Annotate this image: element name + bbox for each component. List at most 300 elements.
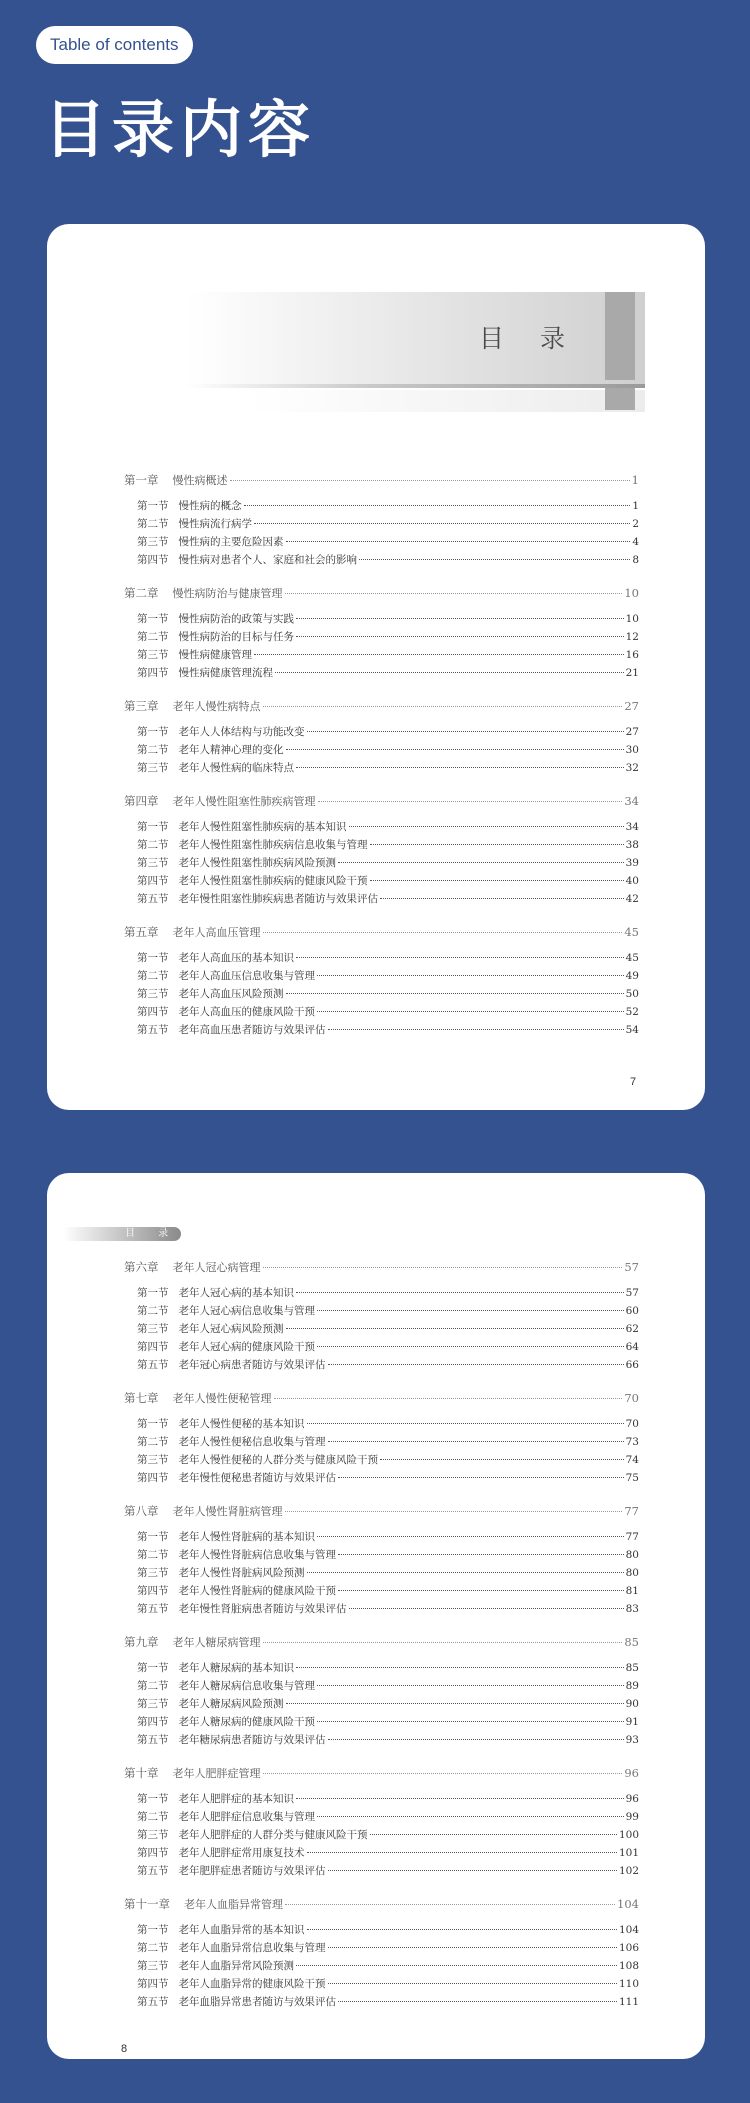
- section-page: 93: [625, 1734, 639, 1746]
- dot-leader: [244, 505, 631, 506]
- section-number: 第四节: [137, 1472, 169, 1484]
- dot-leader: [296, 636, 624, 637]
- dot-leader: [254, 523, 630, 524]
- chapter-page: 57: [624, 1260, 639, 1274]
- dot-leader: [263, 1267, 623, 1268]
- section-title: 老年糖尿病患者随访与效果评估: [178, 1734, 326, 1746]
- section-number: 第三节: [137, 536, 169, 548]
- chapter-entry[interactable]: [124, 696, 639, 717]
- section-number: 第三节: [137, 762, 169, 774]
- section-number: 第四节: [137, 1978, 169, 1990]
- section-entry[interactable]: [124, 1564, 639, 1582]
- section-page: 101: [618, 1847, 639, 1859]
- chapter-title: 老年人糖尿病管理: [172, 1636, 261, 1649]
- dot-leader: [328, 1364, 624, 1365]
- chapter-number: 第十一章: [124, 1897, 170, 1911]
- section-page: 34: [625, 821, 639, 833]
- section-title: 老年人血脂异常的健康风险干预: [178, 1978, 326, 1990]
- dot-leader: [317, 1536, 624, 1537]
- section-title: 慢性病健康管理: [178, 649, 252, 661]
- chapter-page: 70: [624, 1391, 639, 1405]
- section-page: 38: [625, 839, 639, 851]
- chapter-group: [124, 470, 639, 569]
- chapter-title: 老年人慢性便秘管理: [172, 1392, 272, 1405]
- dot-leader: [317, 1816, 624, 1817]
- section-number: 第一节: [137, 1662, 169, 1674]
- section-page: 40: [625, 875, 639, 887]
- section-page: 99: [625, 1811, 639, 1823]
- section-title: 老年人慢性肾脏病信息收集与管理: [178, 1549, 336, 1561]
- section-entry[interactable]: [124, 515, 639, 533]
- section-entry[interactable]: [124, 1415, 639, 1433]
- section-page: 83: [625, 1603, 639, 1615]
- section-page: 85: [625, 1662, 639, 1674]
- dot-leader: [317, 1011, 624, 1012]
- chapter-group: [124, 791, 639, 908]
- chapter-title: 老年人慢性病特点: [172, 700, 261, 713]
- dot-leader: [263, 706, 623, 707]
- page-number: 8: [121, 2043, 128, 2055]
- section-page: 39: [625, 857, 639, 869]
- toc-page-2: [47, 1173, 705, 2059]
- section-number: 第二节: [137, 1680, 169, 1692]
- section-number: 第三节: [137, 988, 169, 1000]
- section-page: 54: [625, 1024, 639, 1036]
- section-number: 第五节: [137, 1865, 169, 1877]
- section-entry[interactable]: [124, 1826, 639, 1844]
- chapter-group: [124, 1501, 639, 1618]
- section-title: 老年人高血压的基本知识: [178, 952, 294, 964]
- dot-leader: [328, 1029, 624, 1030]
- dot-leader: [286, 749, 624, 750]
- section-title: 老年人糖尿病的基本知识: [178, 1662, 294, 1674]
- section-number: 第二节: [137, 1436, 169, 1448]
- dot-leader: [380, 898, 624, 899]
- page-title: 目录内容: [44, 93, 317, 166]
- section-number: 第二节: [137, 839, 169, 851]
- section-title: 慢性病的概念: [178, 500, 242, 512]
- chapter-entry[interactable]: [124, 1388, 639, 1409]
- dot-leader: [263, 932, 623, 933]
- chapter-title: 慢性病防治与健康管理: [172, 587, 283, 600]
- dot-leader: [296, 1292, 624, 1293]
- dot-leader: [307, 731, 624, 732]
- section-number: 第四节: [137, 1006, 169, 1018]
- section-entry[interactable]: [124, 1338, 639, 1356]
- dot-leader: [296, 1667, 624, 1668]
- section-number: 第一节: [137, 1287, 169, 1299]
- section-entry[interactable]: [124, 551, 639, 569]
- dot-leader: [318, 801, 623, 802]
- section-entry[interactable]: [124, 1862, 639, 1880]
- section-page: 89: [625, 1680, 639, 1692]
- chapter-entry[interactable]: [124, 470, 639, 491]
- dot-leader: [307, 1423, 624, 1424]
- chapter-entry[interactable]: [124, 791, 639, 812]
- chapter-group: [124, 1388, 639, 1487]
- section-entry[interactable]: [124, 836, 639, 854]
- section-title: 慢性病对患者个人、家庭和社会的影响: [178, 554, 357, 566]
- section-entry[interactable]: [124, 533, 639, 551]
- section-entry[interactable]: [124, 759, 639, 777]
- section-number: 第一节: [137, 726, 169, 738]
- section-number: 第五节: [137, 1603, 169, 1615]
- section-number: 第四节: [137, 667, 169, 679]
- chapter-group: [124, 922, 639, 1039]
- section-page: 74: [625, 1454, 639, 1466]
- section-entry[interactable]: [124, 1528, 639, 1546]
- dot-leader: [317, 975, 624, 976]
- section-entry[interactable]: [124, 497, 639, 515]
- section-title: 老年人精神心理的变化: [178, 744, 284, 756]
- section-number: 第一节: [137, 1924, 169, 1936]
- section-title: 老年人慢性阻塞性肺疾病的基本知识: [178, 821, 347, 833]
- section-page: 75: [625, 1472, 639, 1484]
- section-title: 老年人肥胖症常用康复技术: [178, 1847, 305, 1859]
- chapter-entry[interactable]: [124, 1763, 639, 1784]
- dot-leader: [370, 844, 624, 845]
- section-page: 73: [625, 1436, 639, 1448]
- dot-leader: [307, 1572, 624, 1573]
- dot-leader: [328, 1947, 617, 1948]
- dot-leader: [328, 1983, 617, 1984]
- section-number: 第一节: [137, 821, 169, 833]
- chapter-entry[interactable]: [124, 1501, 639, 1522]
- chapter-page: 96: [624, 1766, 639, 1780]
- section-entry[interactable]: [124, 1731, 639, 1749]
- section-number: 第二节: [137, 744, 169, 756]
- section-number: 第二节: [137, 1549, 169, 1561]
- section-title: 老年人肥胖症的人群分类与健康风险干预: [178, 1829, 368, 1841]
- section-page: 100: [618, 1829, 639, 1841]
- section-number: 第四节: [137, 1716, 169, 1728]
- toc-list: [124, 470, 639, 1039]
- section-page: 12: [625, 631, 639, 643]
- section-number: 第二节: [137, 1811, 169, 1823]
- chapter-page: 85: [624, 1635, 639, 1649]
- section-entry[interactable]: [124, 610, 639, 628]
- chapter-title: 老年人高血压管理: [172, 926, 261, 939]
- tag-label: Table of contents: [50, 35, 179, 54]
- section-page: 50: [625, 988, 639, 1000]
- section-title: 老年人慢性病的临床特点: [178, 762, 294, 774]
- section-title: 老年人慢性阻塞性肺疾病的健康风险干预: [178, 875, 368, 887]
- section-page: 21: [625, 667, 639, 679]
- dot-leader: [296, 767, 624, 768]
- chapter-entry[interactable]: [124, 583, 639, 604]
- dot-leader: [328, 1739, 624, 1740]
- section-entry[interactable]: [124, 1356, 639, 1374]
- section-title: 老年人慢性便秘信息收集与管理: [178, 1436, 326, 1448]
- chapter-group: [124, 696, 639, 777]
- section-entry[interactable]: [124, 1939, 639, 1957]
- section-page: 2: [632, 518, 639, 530]
- section-title: 老年人慢性便秘的人群分类与健康风险干预: [178, 1454, 378, 1466]
- chapter-group: [124, 1894, 639, 2011]
- chapter-number: 第九章: [124, 1635, 159, 1649]
- chapter-page: 34: [624, 794, 639, 808]
- chapter-page: 77: [624, 1504, 639, 1518]
- section-title: 慢性病防治的目标与任务: [178, 631, 294, 643]
- section-number: 第四节: [137, 554, 169, 566]
- section-title: 老年人血脂异常风险预测: [178, 1960, 294, 1972]
- section-title: 老年人血脂异常信息收集与管理: [178, 1942, 326, 1954]
- chapter-entry[interactable]: [124, 922, 639, 943]
- section-entry[interactable]: [124, 1790, 639, 1808]
- chapter-title: 老年人冠心病管理: [172, 1261, 261, 1274]
- section-entry[interactable]: [124, 985, 639, 1003]
- section-title: 老年人肥胖症信息收集与管理: [178, 1811, 315, 1823]
- section-page: 42: [625, 893, 639, 905]
- dot-leader: [349, 826, 624, 827]
- section-entry[interactable]: [124, 646, 639, 664]
- dot-leader: [296, 1798, 624, 1799]
- section-entry[interactable]: [124, 1600, 639, 1618]
- section-entry[interactable]: [124, 1677, 639, 1695]
- section-number: 第四节: [137, 1585, 169, 1597]
- dot-leader: [286, 1703, 624, 1704]
- section-title: 老年人肥胖症的基本知识: [178, 1793, 294, 1805]
- section-entry[interactable]: [124, 1993, 639, 2011]
- section-entry[interactable]: [124, 1844, 639, 1862]
- chapter-group: [124, 583, 639, 682]
- section-entry[interactable]: [124, 1921, 639, 1939]
- chapter-number: 第一章: [124, 473, 159, 487]
- dot-leader: [317, 1685, 624, 1686]
- chapter-page: 104: [617, 1897, 639, 1911]
- chapter-number: 第十章: [124, 1766, 159, 1780]
- toc-page-1: [47, 224, 705, 1110]
- section-title: 老年肥胖症患者随访与效果评估: [178, 1865, 326, 1877]
- section-entry[interactable]: [124, 1021, 639, 1039]
- chapter-page: 27: [624, 699, 639, 713]
- dot-leader: [254, 654, 624, 655]
- dot-leader: [349, 1608, 624, 1609]
- dot-leader: [317, 1310, 624, 1311]
- section-page: 66: [625, 1359, 639, 1371]
- chapter-title: 慢性病概述: [172, 474, 228, 487]
- chapter-number: 第四章: [124, 794, 159, 808]
- dot-leader: [338, 2001, 617, 2002]
- section-title: 慢性病流行病学: [178, 518, 252, 530]
- section-page: 64: [625, 1341, 639, 1353]
- dot-leader: [286, 541, 631, 542]
- page-number: 7: [630, 1076, 637, 1088]
- section-entry[interactable]: [124, 890, 639, 908]
- dot-leader: [286, 1328, 624, 1329]
- section-title: 老年慢性阻塞性肺疾病患者随访与效果评估: [178, 893, 378, 905]
- chapter-page: 45: [624, 925, 639, 939]
- section-page: 91: [625, 1716, 639, 1728]
- dot-leader: [338, 862, 624, 863]
- section-entry[interactable]: [124, 1713, 639, 1731]
- section-number: 第三节: [137, 1454, 169, 1466]
- dot-leader: [275, 672, 624, 673]
- section-page: 27: [625, 726, 639, 738]
- section-entry[interactable]: [124, 1451, 639, 1469]
- chapter-entry[interactable]: [124, 1632, 639, 1653]
- section-page: 49: [625, 970, 639, 982]
- chapter-number: 第七章: [124, 1391, 159, 1405]
- section-title: 老年人慢性肾脏病的基本知识: [178, 1531, 315, 1543]
- section-title: 老年人冠心病风险预测: [178, 1323, 284, 1335]
- section-number: 第四节: [137, 1847, 169, 1859]
- section-entry[interactable]: [124, 1582, 639, 1600]
- section-page: 57: [625, 1287, 639, 1299]
- section-entry[interactable]: [124, 967, 639, 985]
- section-title: 老年人慢性肾脏病风险预测: [178, 1567, 305, 1579]
- section-page: 96: [625, 1793, 639, 1805]
- section-number: 第五节: [137, 1734, 169, 1746]
- section-number: 第二节: [137, 970, 169, 982]
- chapter-entry[interactable]: [124, 1894, 639, 1915]
- section-number: 第三节: [137, 1960, 169, 1972]
- dot-leader: [307, 1929, 617, 1930]
- dot-leader: [359, 559, 630, 560]
- section-page: 102: [618, 1865, 639, 1877]
- section-title: 老年人慢性阻塞性肺疾病信息收集与管理: [178, 839, 368, 851]
- section-page: 108: [618, 1960, 639, 1972]
- section-entry[interactable]: [124, 854, 639, 872]
- section-page: 77: [625, 1531, 639, 1543]
- section-page: 104: [618, 1924, 639, 1936]
- chapter-number: 第三章: [124, 699, 159, 713]
- dot-leader: [296, 1965, 617, 1966]
- section-number: 第四节: [137, 875, 169, 887]
- running-header-label: 目 录: [125, 1228, 179, 1239]
- section-page: 60: [625, 1305, 639, 1317]
- section-entry[interactable]: [124, 664, 639, 682]
- dot-leader: [370, 1834, 617, 1835]
- section-title: 老年人高血压的健康风险干预: [178, 1006, 315, 1018]
- section-page: 4: [632, 536, 639, 548]
- section-entry[interactable]: [124, 1003, 639, 1021]
- section-number: 第二节: [137, 518, 169, 530]
- section-page: 62: [625, 1323, 639, 1335]
- section-page: 10: [625, 613, 639, 625]
- section-number: 第三节: [137, 649, 169, 661]
- chapter-number: 第六章: [124, 1260, 159, 1274]
- section-entry[interactable]: [124, 1975, 639, 1993]
- chapter-title: 老年人血脂异常管理: [184, 1898, 283, 1911]
- dot-leader: [285, 1904, 615, 1905]
- section-title: 老年冠心病患者随访与效果评估: [178, 1359, 326, 1371]
- section-number: 第一节: [137, 1418, 169, 1430]
- section-entry[interactable]: [124, 1320, 639, 1338]
- dot-leader: [296, 957, 624, 958]
- section-entry[interactable]: [124, 1957, 639, 1975]
- section-entry[interactable]: [124, 723, 639, 741]
- dot-leader: [286, 993, 624, 994]
- dot-leader: [317, 1721, 624, 1722]
- section-title: 老年人糖尿病的健康风险干预: [178, 1716, 315, 1728]
- section-entry[interactable]: [124, 1302, 639, 1320]
- banner-rule: [185, 384, 645, 388]
- section-title: 老年人糖尿病信息收集与管理: [178, 1680, 315, 1692]
- section-title: 老年人人体结构与功能改变: [178, 726, 305, 738]
- section-entry[interactable]: [124, 818, 639, 836]
- section-title: 老年人糖尿病风险预测: [178, 1698, 284, 1710]
- section-page: 8: [632, 554, 639, 566]
- section-entry[interactable]: [124, 741, 639, 759]
- dot-leader: [338, 1590, 624, 1591]
- chapter-number: 第八章: [124, 1504, 159, 1518]
- section-number: 第三节: [137, 1567, 169, 1579]
- section-title: 老年人冠心病信息收集与管理: [178, 1305, 315, 1317]
- section-entry[interactable]: [124, 1808, 639, 1826]
- section-title: 老年人冠心病的基本知识: [178, 1287, 294, 1299]
- section-number: 第一节: [137, 1531, 169, 1543]
- chapter-number: 第五章: [124, 925, 159, 939]
- dot-leader: [285, 1511, 623, 1512]
- section-number: 第二节: [137, 1305, 169, 1317]
- section-page: 80: [625, 1567, 639, 1579]
- chapter-group: [124, 1632, 639, 1749]
- section-entry[interactable]: [124, 1433, 639, 1451]
- dot-leader: [285, 593, 623, 594]
- section-number: 第一节: [137, 952, 169, 964]
- section-entry[interactable]: [124, 1284, 639, 1302]
- section-entry[interactable]: [124, 1695, 639, 1713]
- section-number: 第三节: [137, 1829, 169, 1841]
- chapter-entry[interactable]: [124, 1257, 639, 1278]
- banner-block: [605, 292, 635, 380]
- section-page: 111: [618, 1996, 639, 2008]
- section-number: 第五节: [137, 1359, 169, 1371]
- dot-leader: [370, 880, 624, 881]
- banner-title: 目 录: [479, 324, 579, 353]
- section-entry[interactable]: [124, 1469, 639, 1487]
- section-title: 慢性病防治的政策与实践: [178, 613, 294, 625]
- section-title: 老年人慢性肾脏病的健康风险干预: [178, 1585, 336, 1597]
- dot-leader: [338, 1554, 624, 1555]
- dot-leader: [328, 1441, 624, 1442]
- section-page: 80: [625, 1549, 639, 1561]
- section-entry[interactable]: [124, 949, 639, 967]
- section-page: 90: [625, 1698, 639, 1710]
- section-page: 106: [618, 1942, 639, 1954]
- section-number: 第五节: [137, 1024, 169, 1036]
- section-page: 81: [625, 1585, 639, 1597]
- section-entry[interactable]: [124, 1659, 639, 1677]
- dot-leader: [263, 1642, 623, 1643]
- table-of-contents-tag: [36, 26, 193, 64]
- toc-list: [124, 1257, 639, 2011]
- section-title: 老年人慢性阻塞性肺疾病风险预测: [178, 857, 336, 869]
- dot-leader: [338, 1477, 624, 1478]
- section-number: 第一节: [137, 1793, 169, 1805]
- dot-leader: [230, 480, 630, 481]
- dot-leader: [296, 618, 624, 619]
- dot-leader: [328, 1870, 617, 1871]
- section-page: 1: [632, 500, 639, 512]
- section-page: 110: [618, 1978, 639, 1990]
- section-entry[interactable]: [124, 628, 639, 646]
- section-number: 第五节: [137, 893, 169, 905]
- banner-block: [605, 388, 635, 410]
- section-entry[interactable]: [124, 872, 639, 890]
- dot-leader: [380, 1459, 624, 1460]
- chapter-title: 老年人慢性肾脏病管理: [172, 1505, 283, 1518]
- chapter-title: 老年人慢性阻塞性肺疾病管理: [172, 795, 316, 808]
- section-page: 45: [625, 952, 639, 964]
- chapter-page: 1: [631, 473, 639, 487]
- section-number: 第一节: [137, 500, 169, 512]
- section-number: 第三节: [137, 1698, 169, 1710]
- section-entry[interactable]: [124, 1546, 639, 1564]
- chapter-title: 老年人肥胖症管理: [172, 1767, 261, 1780]
- chapter-group: [124, 1257, 639, 1374]
